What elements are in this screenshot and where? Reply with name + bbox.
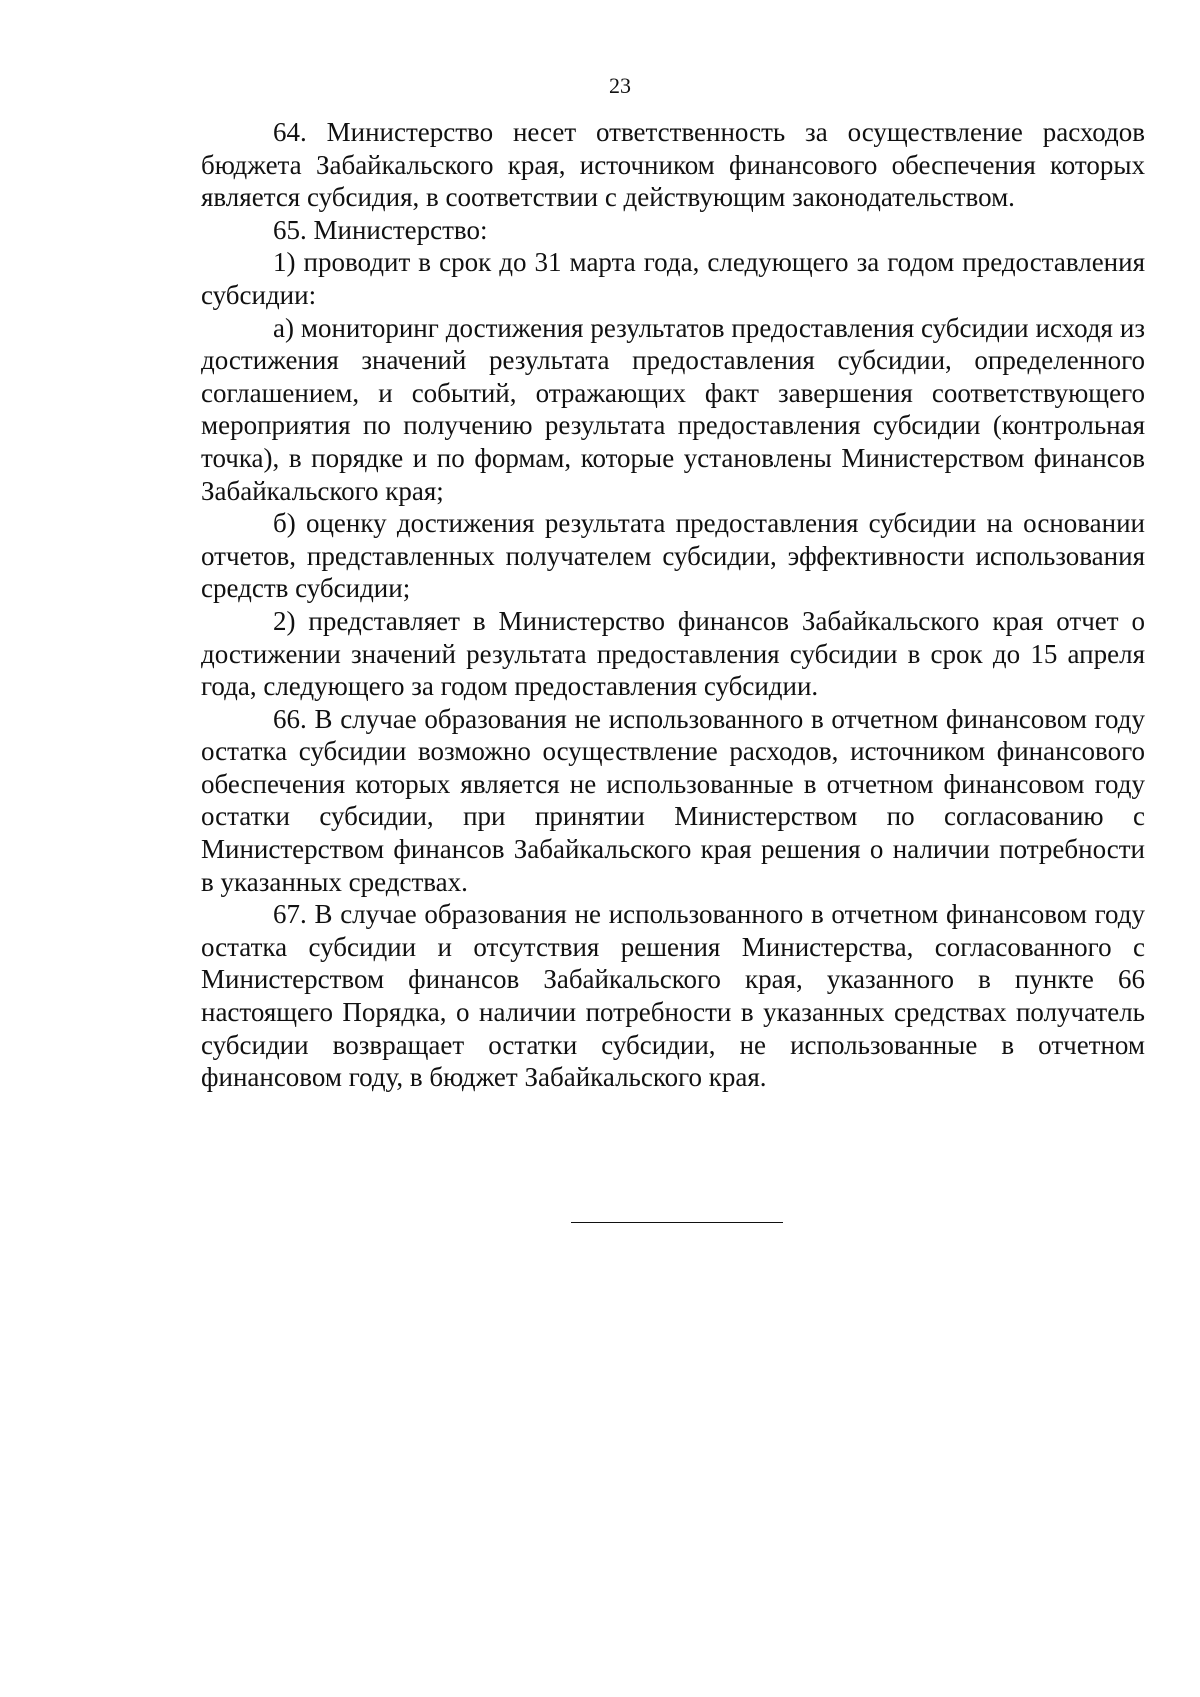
page-number: 23 xyxy=(609,73,631,98)
subparagraph-65-2: 2) представляет в Министерство финансов Забайкальского края отчет о достижении значений результата предоставления субсидии в срок до 15 апреля года, следующего за годом предоставления субсидии. xyxy=(201,605,1145,702)
subparagraph-65-1-a: а) мониторинг достижения результатов предоставления субсидии исходя из достижения значений результата предоставления субсидии, определенного соглашением, и событий, отражающих факт завершения соответствующего мероприятия по получению результата предоставления субсидии (контрольная точка), в порядке и по формам, которые установлены Министерством финансов Забайкальского края; xyxy=(201,312,1145,506)
subparagraph-65-1: 1) проводит в срок до 31 марта года, следующего за годом предоставления субсидии: xyxy=(201,247,1145,310)
paragraph-64: 64. Министерство несет ответственность за осуществление расходов бюджета Забайкальского края, источником финансового обеспечения которых является субсидия, в соответствии с действующим законодательством. xyxy=(201,117,1145,213)
end-of-document-rule xyxy=(571,1222,783,1223)
paragraph-65: 65. Министерство: xyxy=(273,214,488,245)
paragraph-67: 67. В случае образования не использованного в отчетном финансовом году остатка субсидии и отсутствия решения Министерства, согласованного с Министерством финансов Забайкальского края, указанного в пункте 66 настоящего Порядка, о наличии потребности в указанных средствах получатель субсидии возвращает остатки субсидии, не использованные в отчетном финансовом году, в бюджет Забайкальского края. xyxy=(201,899,1145,1093)
document-body xyxy=(201,116,1145,1094)
paragraph-66: 66. В случае образования не использованного в отчетном финансовом году остатка субсидии возможно осуществление расходов, источником финансового обеспечения которых является не использованные в отчетном финансовом году остатки субсидии, при принятии Министерством по согласованию с Министерством финансов Забайкальского края решения о наличии потребности в указанных средствах. xyxy=(201,703,1145,897)
subparagraph-65-1-b: б) оценку достижения результата предоставления субсидии на основании отчетов, представленных получателем субсидии, эффективности использования средств субсидии; xyxy=(201,508,1145,604)
